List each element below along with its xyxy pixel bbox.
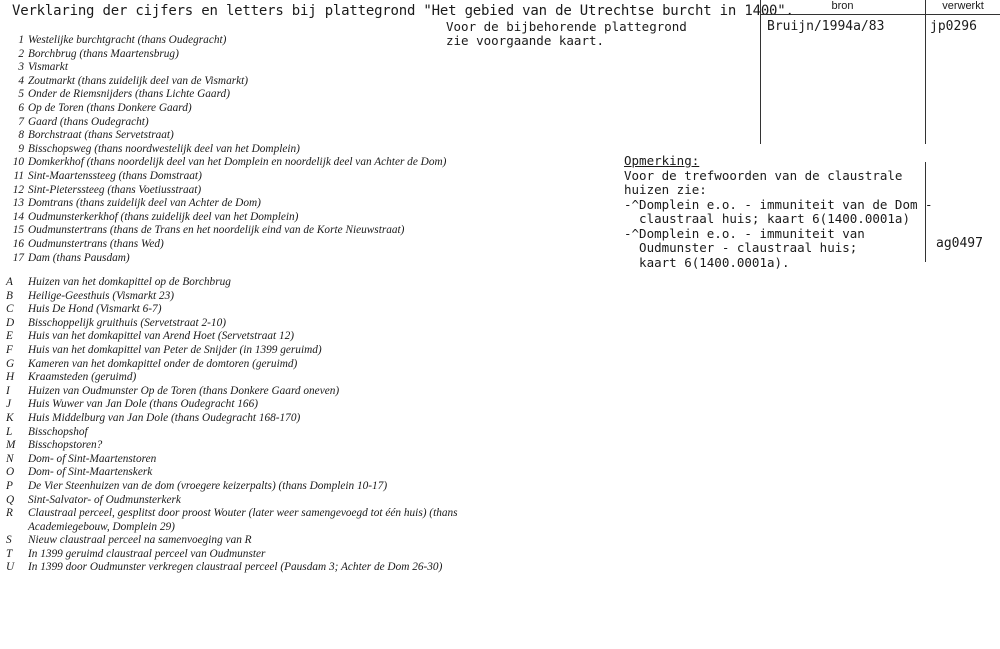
legend-item (18, 61, 446, 75)
legend-item (6, 493, 458, 508)
numbered-legend-list (12, 34, 447, 265)
legend-text: Bisschoppelijk gruithuis (Servetstraat 2-10) (28, 316, 226, 329)
legend-text: Huis Middelburg van Jan Dole (thans Oudegracht 168-170) (28, 411, 301, 424)
legend-text: Onder de Riemsnijders (thans Lichte Gaard) (28, 88, 230, 101)
legend-text: Heilige-Geesthuis (Vismarkt 23) (28, 289, 174, 302)
legend-item (12, 183, 446, 198)
legend-item (13, 169, 446, 184)
legend-item (12, 210, 446, 225)
remark-line: -^Domplein e.o. - immuniteit van de Dom - (624, 196, 933, 212)
bron-column-header: bron (831, 0, 854, 12)
legend-key: 3 (18, 61, 24, 74)
legend-item (6, 303, 458, 317)
legend-item (18, 34, 446, 48)
legend-item (6, 316, 458, 331)
legend-key: H (6, 371, 15, 384)
legend-item (6, 479, 458, 494)
legend-text: Nieuw claustraal perceel na samenvoeging van R (28, 534, 252, 547)
document-title: Verklaring der cijfers en letters bij plattegrond "Het gebied van de Utrechtse burcht in 1400". (12, 3, 794, 19)
legend-key: 8 (18, 129, 24, 142)
legend-key: B (6, 289, 13, 302)
legend-key: D (6, 316, 15, 329)
legend-text: Oudmunstertrans (thans de Trans en het noordelijk eind van de Korte Nieuwstraat) (28, 224, 405, 237)
legend-text: Huis van het domkapittel van Peter de Snijder (in 1399 geruimd) (28, 343, 322, 356)
legend-text: Academiegebouw, Domplein 29) (28, 520, 175, 533)
legend-item (6, 425, 458, 440)
legend-item (6, 276, 458, 290)
legend-text: Bisschopstoren? (28, 439, 103, 452)
legend-text: Zoutmarkt (thans zuidelijk deel van de Vismarkt) (28, 74, 249, 87)
legend-text: Claustraal perceel, gesplitst door proost Wouter (later weer samengevoegd tot één huis) (thans (28, 507, 458, 520)
legend-key: I (6, 384, 10, 397)
legend-item (6, 398, 458, 412)
legend-text: Dam (thans Pausdam) (28, 251, 130, 264)
legend-key: P (6, 479, 13, 492)
legend-key: 16 (12, 237, 24, 250)
legend-text: Gaard (thans Oudegracht) (28, 115, 149, 128)
legend-item (6, 371, 458, 385)
legend-item (6, 357, 458, 372)
table-header-divider (760, 14, 1000, 15)
legend-key: T (6, 547, 13, 560)
legend-key: S (6, 534, 12, 547)
legend-item (6, 330, 458, 344)
remark-line: Oudmunster - claustraal huis; (624, 240, 858, 255)
legend-text: Borchstraat (thans Servetstraat) (28, 129, 174, 142)
legend-text: Sint-Salvator- of Oudmunsterkerk (28, 493, 181, 506)
legend-text: De Vier Steenhuizen van de dom (vroegere keizerpalts) (thans Domplein 10-17) (28, 479, 388, 492)
remark-title: Opmerking: (624, 153, 700, 168)
legend-text: Bisschopshof (28, 425, 88, 438)
legend-text: Sint-Maartenssteeg (thans Domstraat) (28, 169, 202, 182)
legend-item (28, 521, 458, 535)
legend-item (18, 142, 446, 157)
legend-key: 10 (12, 156, 24, 169)
legend-item (18, 129, 446, 143)
legend-item (6, 534, 458, 548)
legend-key: 14 (12, 210, 24, 223)
legend-item (6, 452, 458, 467)
remark-block (624, 154, 933, 270)
legend-key: 5 (18, 88, 24, 101)
legend-text: In 1399 geruimd claustraal perceel van Oudmunster (28, 547, 266, 560)
remark-line: kaart 6(1400.0001a). (624, 254, 790, 270)
legend-text: Oudmunsterkerkhof (thans zuidelijk deel van het Domplein) (28, 210, 299, 223)
legend-item (6, 343, 458, 358)
legend-key: L (6, 425, 13, 438)
legend-item (6, 507, 458, 521)
legend-key: K (6, 411, 14, 424)
legend-text: Vismarkt (28, 61, 68, 74)
legend-text: Domkerkhof (thans noordelijk deel van het Domplein en noordelijk deel van Achter de Dom) (28, 156, 447, 169)
legend-key: 4 (18, 74, 24, 87)
legend-text: Huis van het domkapittel van Arend Hoet (Servetstraat 12) (28, 330, 295, 343)
legend-key: N (6, 452, 14, 465)
legend-text: Huis Wuwer van Jan Dole (thans Oudegracht 166) (28, 398, 258, 411)
legend-text: Borchbrug (thans Maartensbrug) (28, 47, 179, 60)
legend-key: 11 (13, 169, 24, 182)
map-reference-note: Voor de bijbehorende plattegrond zie voorgaande kaart. (446, 19, 687, 48)
legend-item (12, 251, 446, 266)
legend-text: Huis De Hond (Vismarkt 6-7) (28, 303, 162, 316)
legend-item (18, 88, 446, 102)
verwerkt-value: jp0296 (930, 19, 977, 34)
legend-item (12, 197, 446, 211)
legend-item (18, 47, 446, 62)
legend-key: R (6, 507, 13, 520)
legend-key: 2 (18, 47, 24, 60)
legend-item (18, 115, 446, 130)
legend-key: A (6, 276, 13, 288)
lettered-legend-list (6, 276, 458, 575)
bron-value: Bruijn/1994a/83 (767, 19, 885, 34)
remark-lines (624, 169, 933, 271)
remark-line: Voor de trefwoorden van de claustrale (624, 167, 903, 183)
legend-key: 15 (12, 224, 24, 237)
remark-code: ag0497 (936, 236, 983, 251)
legend-item (12, 224, 446, 238)
legend-item (12, 237, 446, 252)
legend-key: 12 (12, 183, 24, 196)
legend-text: In 1399 door Oudmunster verkregen claustraal perceel (Pausdam 3; Achter de Dom 26-30) (28, 561, 443, 574)
legend-key: 9 (18, 142, 24, 155)
legend-text: Dom- of Sint-Maartenstoren (28, 452, 157, 465)
legend-key: 7 (18, 115, 24, 128)
legend-text: Huizen van Oudmunster Op de Toren (thans Donkere Gaard oneven) (28, 384, 340, 397)
legend-key: J (6, 398, 12, 411)
legend-item (6, 411, 458, 426)
legend-key: 6 (18, 101, 24, 114)
legend-key: 13 (12, 197, 24, 210)
remark-line: huizen zie: (624, 182, 707, 197)
table-border-middle (925, 0, 926, 144)
legend-text: Op de Toren (thans Donkere Gaard) (28, 101, 192, 114)
legend-item (6, 439, 458, 453)
legend-text: Westelijke burchtgracht (thans Oudegracht) (28, 34, 227, 46)
legend-item (6, 384, 458, 399)
legend-item (6, 561, 458, 575)
legend-text: Bisschopsweg (thans noordwestelijk deel van het Domplein) (28, 142, 300, 155)
legend-item (6, 547, 458, 562)
legend-text: Sint-Pieterssteeg (thans Voetiusstraat) (28, 183, 202, 196)
legend-item (6, 466, 458, 480)
legend-key: U (6, 561, 15, 574)
table-border-left (760, 0, 761, 144)
legend-text: Kameren van het domkapittel onder de domtoren (geruimd) (28, 357, 298, 370)
legend-item (6, 289, 458, 304)
legend-key: M (6, 439, 16, 452)
legend-key: O (6, 466, 15, 479)
legend-item (12, 156, 447, 170)
legend-text: Kraamsteden (geruimd) (28, 371, 137, 384)
legend-key: 17 (12, 251, 24, 264)
legend-key: 1 (18, 34, 24, 46)
legend-text: Dom- of Sint-Maartenskerk (28, 466, 153, 479)
legend-key: F (6, 343, 13, 356)
legend-text: Huizen van het domkapittel op de Borchbrug (28, 276, 231, 288)
legend-item (18, 74, 446, 89)
legend-text: Oudmunstertrans (thans Wed) (28, 237, 164, 250)
legend-key: E (6, 330, 13, 343)
legend-key: C (6, 303, 14, 316)
legend-key: Q (6, 493, 15, 506)
remark-line: claustraal huis; kaart 6(1400.0001a) (624, 211, 910, 226)
verwerkt-column-header: verwerkt (942, 0, 984, 12)
legend-key: G (6, 357, 15, 370)
remark-line: -^Domplein e.o. - immuniteit van (624, 225, 865, 241)
legend-item (18, 101, 446, 116)
legend-text: Domtrans (thans zuidelijk deel van Achter de Dom) (28, 197, 261, 210)
